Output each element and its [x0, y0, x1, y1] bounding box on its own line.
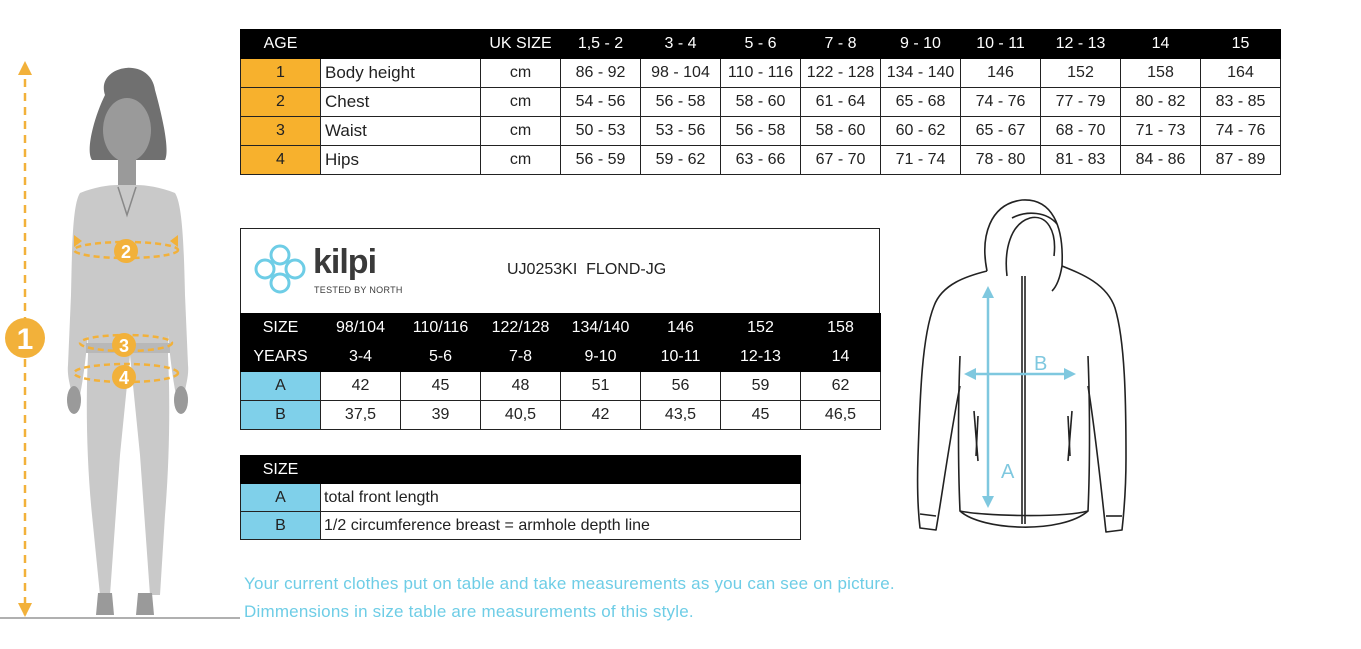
header-cell: 158: [801, 314, 881, 343]
table-cell: 65 - 68: [881, 88, 961, 117]
header-cell: 9-10: [561, 343, 641, 372]
table-row: [241, 401, 881, 430]
table-cell: 158: [1121, 59, 1201, 88]
table-row: [241, 372, 881, 401]
header-cell: 14: [801, 343, 881, 372]
table-cell: 81 - 83: [1041, 146, 1121, 175]
table-cell: 77 - 79: [1041, 88, 1121, 117]
kilpi-knot-logo-icon: [251, 241, 309, 297]
brand-name: kilpi: [313, 243, 377, 281]
table-cell: 45: [401, 372, 481, 401]
table-cell: 71 - 73: [1121, 117, 1201, 146]
row-key: B: [241, 512, 321, 540]
header-cell: 9 - 10: [881, 30, 961, 59]
table-cell: 122 - 128: [801, 59, 881, 88]
body-measurement-figure: [0, 55, 240, 625]
row-number: 4: [241, 146, 321, 175]
row-key: B: [241, 401, 321, 430]
header-cell: [321, 30, 481, 59]
row-label: Waist: [321, 117, 481, 146]
header-cell: 98/104: [321, 314, 401, 343]
header-cell: 110/116: [401, 314, 481, 343]
table-cell: 51: [561, 372, 641, 401]
header-cell: 146: [641, 314, 721, 343]
table-cell: 53 - 56: [641, 117, 721, 146]
row-number: 3: [241, 117, 321, 146]
table-cell: 83 - 85: [1201, 88, 1281, 117]
table-cell: 58 - 60: [721, 88, 801, 117]
row-label: Body height: [321, 59, 481, 88]
table-row: [241, 88, 1281, 117]
table-cell: 60 - 62: [881, 117, 961, 146]
chest-marker-label: 2: [120, 242, 132, 262]
header-cell: SIZE: [241, 314, 321, 343]
table-cell: 56: [641, 372, 721, 401]
row-number: 2: [241, 88, 321, 117]
instruction-note-1: Your current clothes put on table and take measurements as you can see on picture.: [244, 574, 895, 593]
row-unit: cm: [481, 146, 561, 175]
table-cell: 59: [721, 372, 801, 401]
header-cell: 15: [1201, 30, 1281, 59]
table-cell: 54 - 56: [561, 88, 641, 117]
table-cell: 56 - 59: [561, 146, 641, 175]
table-row: [241, 59, 1281, 88]
header-cell: 7 - 8: [801, 30, 881, 59]
row-label: Hips: [321, 146, 481, 175]
row-unit: cm: [481, 59, 561, 88]
header-cell: SIZE: [241, 456, 321, 484]
table-row: [241, 512, 801, 540]
header-cell: 10-11: [641, 343, 721, 372]
table-row: [241, 117, 1281, 146]
legend-header: [241, 456, 801, 484]
table-cell: 56 - 58: [721, 117, 801, 146]
header-cell: 3-4: [321, 343, 401, 372]
header-cell: [321, 456, 801, 484]
header-cell: 7-8: [481, 343, 561, 372]
header-cell: 122/128: [481, 314, 561, 343]
table-cell: 164: [1201, 59, 1281, 88]
row-key: A: [241, 484, 321, 512]
table-cell: 43,5: [641, 401, 721, 430]
table-cell: 42: [321, 372, 401, 401]
header-cell: 152: [721, 314, 801, 343]
table-cell: 42: [561, 401, 641, 430]
brand-tagline: TESTED BY NORTH: [314, 285, 403, 295]
table-cell: 74 - 76: [1201, 117, 1281, 146]
table-cell: 74 - 76: [961, 88, 1041, 117]
header-cell: 1,5 - 2: [561, 30, 641, 59]
header-cell: 14: [1121, 30, 1201, 59]
table-row: [241, 146, 1281, 175]
table-cell: 78 - 80: [961, 146, 1041, 175]
table-cell: 37,5: [321, 401, 401, 430]
instruction-note-2: Dimmensions in size table are measurements of this style.: [244, 602, 694, 621]
size-chart-table: [240, 29, 1281, 175]
garment-measurement-table: [240, 313, 881, 430]
table-cell: 80 - 82: [1121, 88, 1201, 117]
product-code: UJ0253KI FLOND-JG: [507, 261, 667, 278]
table-cell: 48: [481, 372, 561, 401]
garment-years-row: [241, 343, 881, 372]
table-cell: 68 - 70: [1041, 117, 1121, 146]
table-cell: 67 - 70: [801, 146, 881, 175]
table-cell: 84 - 86: [1121, 146, 1201, 175]
row-key: A: [241, 372, 321, 401]
table-cell: 39: [401, 401, 481, 430]
table-cell: 58 - 60: [801, 117, 881, 146]
jacket-a-label: A: [1001, 461, 1015, 483]
size-chart-header: [241, 30, 1281, 59]
header-cell: AGE: [241, 30, 321, 59]
table-cell: 61 - 64: [801, 88, 881, 117]
table-cell: 110 - 116: [721, 59, 801, 88]
garment-size-row: [241, 314, 881, 343]
header-cell: 5 - 6: [721, 30, 801, 59]
table-cell: 62: [801, 372, 881, 401]
table-cell: 56 - 58: [641, 88, 721, 117]
header-cell: 5-6: [401, 343, 481, 372]
table-cell: 45: [721, 401, 801, 430]
waist-marker-label: 3: [118, 336, 130, 356]
table-row: [241, 484, 801, 512]
header-cell: 12-13: [721, 343, 801, 372]
product-header: [240, 228, 880, 314]
row-unit: cm: [481, 88, 561, 117]
header-cell: 134/140: [561, 314, 641, 343]
header-cell: YEARS: [241, 343, 321, 372]
row-description: 1/2 circumference breast = armhole depth line: [321, 512, 801, 540]
row-description: total front length: [321, 484, 801, 512]
table-cell: 46,5: [801, 401, 881, 430]
table-cell: 98 - 104: [641, 59, 721, 88]
table-cell: 134 - 140: [881, 59, 961, 88]
header-cell: 3 - 4: [641, 30, 721, 59]
row-number: 1: [241, 59, 321, 88]
hips-marker-label: 4: [118, 368, 130, 388]
row-label: Chest: [321, 88, 481, 117]
table-cell: 50 - 53: [561, 117, 641, 146]
measurement-legend-table: [240, 455, 801, 540]
jacket-measurement-drawing: [912, 196, 1134, 546]
table-cell: 87 - 89: [1201, 146, 1281, 175]
row-unit: cm: [481, 117, 561, 146]
table-cell: 65 - 67: [961, 117, 1041, 146]
table-cell: 152: [1041, 59, 1121, 88]
header-cell: 10 - 11: [961, 30, 1041, 59]
table-cell: 63 - 66: [721, 146, 801, 175]
header-cell: UK SIZE: [481, 30, 561, 59]
height-marker-label: 1: [16, 323, 34, 356]
table-cell: 40,5: [481, 401, 561, 430]
table-cell: 146: [961, 59, 1041, 88]
table-cell: 59 - 62: [641, 146, 721, 175]
header-cell: 12 - 13: [1041, 30, 1121, 59]
jacket-b-label: B: [1034, 353, 1048, 375]
table-cell: 86 - 92: [561, 59, 641, 88]
table-cell: 71 - 74: [881, 146, 961, 175]
